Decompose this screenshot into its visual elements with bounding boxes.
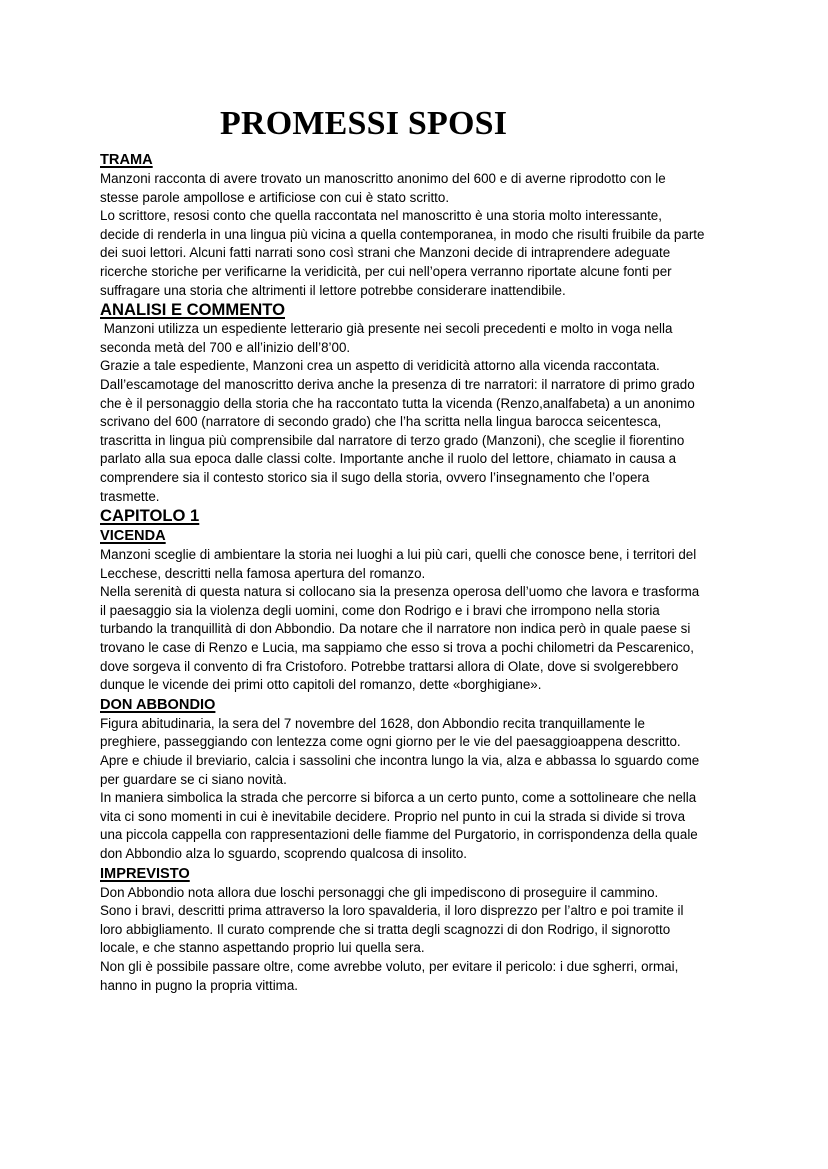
section-body-don-abbondio (100, 715, 740, 864)
text-line: Grazie a tale espediente, Manzoni crea un aspetto di veridicità attorno alla vicenda raccontata. (100, 358, 660, 374)
text-line: dei suoi lettori. Alcuni fatti narrati sono così strani che Manzoni decide di intraprendere adeguate (100, 245, 671, 261)
text-line: seconda metà del 700 e all’inizio dell’8’00. (100, 339, 351, 355)
text-line: Apre e chiude il breviario, calcia i sassolini che incontra lungo la via, alza e abbassa lo sguardo come (100, 753, 700, 769)
page-title: PROMESSI SPOSI (220, 105, 508, 142)
chapter-heading: CAPITOLO 1 (100, 506, 200, 526)
text-line: per guardare se ci siano novità. (100, 771, 287, 787)
text-line: dove sorgeva il convento di fra Cristoforo. Potrebbe trattarsi allora di Olate, dove si svolgerebbero (100, 658, 679, 674)
section-imprevisto (100, 864, 740, 996)
text-line: stesse parole ampollose e artificiose con cui è stato scritto. (100, 189, 450, 205)
text-line: Figura abitudinaria, la sera del 7 novembre del 1628, don Abbondio recita tranquillamente le (100, 715, 645, 731)
text-line: che è il personaggio della storia che ha raccontato tutta la vicenda (Renzo,analfabeta) a un anonimo (100, 395, 695, 411)
text-line: parlato alla sua epoca dalle classi colte. Importante anche il ruolo del lettore, chiamato in causa a (100, 451, 677, 467)
section-heading-analisi: ANALISI E COMMENTO (100, 300, 285, 320)
text-line: trovano le case di Renzo e Lucia, ma sappiamo che esso si trova a pochi chilometri da Pescarenico, (100, 640, 694, 656)
text-line: vita ci sono momenti in cui è inevitabile decidere. Proprio nel punto in cui la strada si divide si trova (100, 808, 686, 824)
text-line: il paesaggio sia la violenza degli uomini, come don Rodrigo e i bravi che irrompono nella storia (100, 602, 660, 618)
text-line: Lecchese, descritti nella famosa apertura del romanzo. (100, 565, 426, 581)
text-line: trasmette. (100, 488, 160, 504)
text-line: Manzoni utilizza un espediente letterario già presente nei secoli precedenti e molto in voga nella (100, 321, 673, 337)
text-line: turbando la tranquillità di don Abbondio. Da notare che il narratore non indica però in quale paese si (100, 621, 691, 637)
section-trama (100, 150, 740, 300)
text-line: Lo scrittore, resosi conto che quella raccontata nel manoscritto è una storia molto interessante, (100, 208, 662, 224)
section-don-abbondio (100, 695, 740, 864)
section-heading-trama: TRAMA (100, 152, 153, 168)
section-vicenda (100, 526, 740, 695)
document-body (100, 150, 740, 995)
section-heading-vicenda: VICENDA (100, 528, 166, 545)
text-line: ricerche storiche per verificarne la veridicità, per cui nell’opera verranno riportate alcune fonti per (100, 263, 672, 279)
text-line: Dall’escamotage del manoscritto deriva anche la presenza di tre narratori: il narratore di primo grado (100, 376, 695, 392)
text-line: preghiere, passeggiando con lentezza come ogni giorno per le vie del paesaggioappena descritto. (100, 734, 681, 750)
text-line: Manzoni sceglie di ambientare la storia nei luoghi a lui più cari, quelli che conosce bene, i territori del (100, 547, 697, 563)
text-line: dunque le vicende dei primi otto capitoli del romanzo, dette «borghigiane». (100, 677, 542, 693)
section-body-analisi (100, 320, 740, 506)
text-line: Manzoni racconta di avere trovato un manoscritto anonimo del 600 e di averne riprodotto con le (100, 171, 666, 186)
section-body-trama (100, 170, 740, 300)
section-body-vicenda (100, 546, 740, 695)
text-line: comprendere sia il contesto storico sia il sugo della storia, ovvero l’insegnamento che l’opera (100, 469, 650, 485)
section-heading-imprevisto: IMPREVISTO (100, 865, 190, 882)
text-line: decide di renderla in una lingua più vicina a quella contemporanea, in modo che risulti fruibile da parte (100, 226, 705, 242)
text-line: don Abbondio alza lo sguardo, scoprendo qualcosa di insolito. (100, 846, 468, 861)
section-body-imprevisto (100, 884, 740, 996)
section-analisi (100, 300, 740, 506)
text-line: In maniera simbolica la strada che percorre si biforca a un certo punto, come a sottolineare che nella (100, 790, 697, 806)
text-line: Sono i bravi, descritti prima attraverso la loro spavalderia, il loro disprezzo per l’altro e poi tramite il (100, 903, 684, 919)
text-line: scrivano del 600 (narratore di secondo grado) che l’ha scritta nella lingua barocca seicentesca, (100, 414, 662, 430)
text-line: Don Abbondio nota allora due loschi personaggi che gli impediscono di proseguire il cammino. (100, 884, 659, 900)
text-line: hanno in pugno la propria vittima. (100, 977, 299, 993)
text-line: locale, e che stanno aspettando proprio lui quella sera. (100, 940, 425, 956)
text-line: suffragare una storia che altrimenti il lettore potrebbe considerare inattendibile. (100, 282, 566, 298)
text-line: una piccola cappella con rappresentazioni delle fiamme del Purgatorio, in corrispondenza della quale (100, 827, 698, 843)
section-heading-don-abbondio: DON ABBONDIO (100, 696, 216, 713)
text-line: loro abbigliamento. Il curato comprende che si tratta degli scagnozzi di don Rodrigo, il signorotto (100, 921, 671, 937)
text-line: Non gli è possibile passare oltre, come avrebbe voluto, per evitare il pericolo: i due sgherri, ormai, (100, 958, 679, 974)
text-line: Nella serenità di questa natura si collocano sia la presenza operosa dell’uomo che lavora e trasforma (100, 584, 700, 600)
text-line: trascritta in lingua più comprensibile dal narratore di terzo grado (Manzoni), che sceglie il fiorentino (100, 432, 685, 448)
